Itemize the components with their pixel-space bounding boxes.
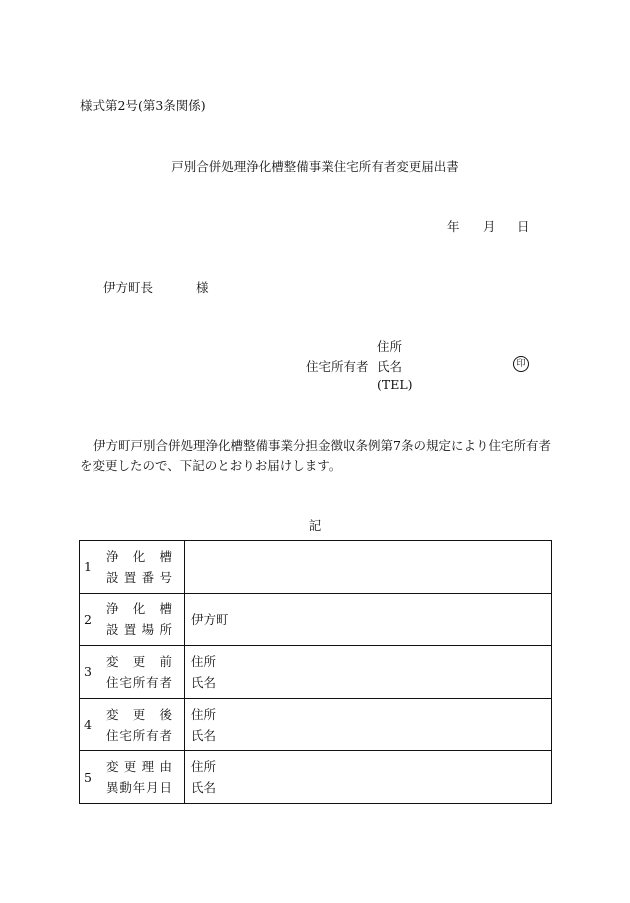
row-number: 1 bbox=[80, 541, 92, 594]
applicant-name-label: 氏名 bbox=[377, 359, 403, 374]
date-day-label: 日 bbox=[517, 219, 530, 234]
row-label bbox=[92, 698, 185, 751]
row-label bbox=[92, 593, 185, 646]
applicant-address-label: 住所 bbox=[377, 339, 403, 354]
row-label-line2: 住宅所有者 bbox=[105, 727, 172, 743]
row-label bbox=[92, 646, 185, 699]
row-value-line2: 氏名 bbox=[190, 727, 216, 743]
row-label bbox=[92, 541, 185, 594]
row-value[interactable] bbox=[184, 698, 551, 751]
details-table bbox=[79, 540, 552, 804]
row-value-line1: 伊方町 bbox=[190, 611, 229, 627]
row-label-line2: 住宅所有者 bbox=[105, 674, 172, 690]
body-paragraph: 伊方町戸別合併処理浄化槽整備事業分担金徴収条例第7条の規定により住宅所有者を変更したので、下記のとおりお届けします。 bbox=[80, 438, 551, 473]
row-number: 4 bbox=[80, 698, 92, 751]
row-label-line1: 変更理由 bbox=[105, 759, 172, 775]
table-row bbox=[80, 646, 552, 699]
row-value-line2: 氏名 bbox=[190, 674, 216, 690]
applicant-owner-label: 住宅所有者 bbox=[306, 359, 369, 374]
table-row bbox=[80, 541, 552, 594]
row-number: 5 bbox=[80, 751, 92, 804]
row-label bbox=[92, 751, 185, 804]
row-value-line1: 住所 bbox=[190, 653, 216, 669]
table-row bbox=[80, 751, 552, 804]
table-row bbox=[80, 698, 552, 751]
seal-mark: 印 bbox=[513, 356, 529, 372]
row-number: 3 bbox=[80, 646, 92, 699]
row-label-line1: 浄化槽 bbox=[105, 548, 172, 564]
row-label-line2: 設置番号 bbox=[105, 569, 172, 585]
row-label-line1: 浄化槽 bbox=[105, 601, 172, 617]
row-label-line1: 変更前 bbox=[105, 653, 172, 669]
table-row bbox=[80, 593, 552, 646]
row-value-line1: 住所 bbox=[190, 706, 216, 722]
ki-heading: 記 bbox=[308, 518, 322, 533]
document-title: 戸別合併処理浄化槽整備事業住宅所有者変更届出書 bbox=[171, 159, 459, 174]
row-value[interactable] bbox=[184, 541, 551, 594]
row-value[interactable] bbox=[184, 646, 551, 699]
form-number: 様式第2号(第3条関係) bbox=[80, 98, 206, 113]
date-year-label: 年 bbox=[447, 219, 460, 234]
addressee: 伊方町長 bbox=[103, 280, 154, 295]
row-label-line2: 異動年月日 bbox=[105, 780, 172, 796]
row-value-line2: 氏名 bbox=[190, 780, 216, 796]
applicant-tel-label: (TEL) bbox=[377, 377, 413, 392]
honorific: 様 bbox=[196, 280, 209, 295]
row-value-line1: 住所 bbox=[190, 759, 216, 775]
row-number: 2 bbox=[80, 593, 92, 646]
date-month-label: 月 bbox=[483, 219, 496, 234]
row-label-line1: 変更後 bbox=[105, 706, 172, 722]
row-value[interactable] bbox=[184, 751, 551, 804]
row-label-line2: 設置場所 bbox=[105, 622, 172, 638]
row-value[interactable] bbox=[184, 593, 551, 646]
